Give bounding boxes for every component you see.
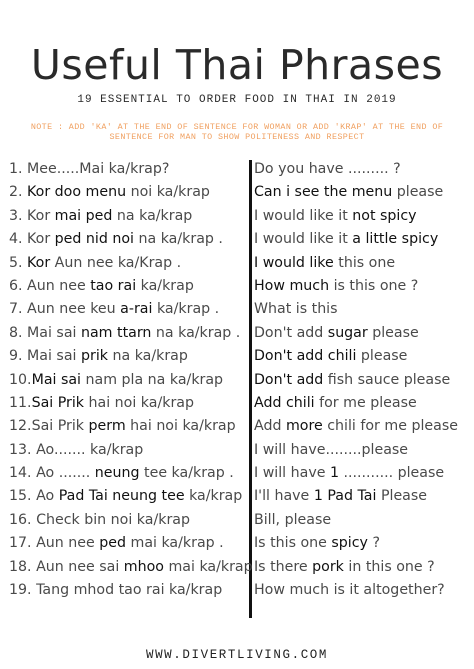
thai-phrase: 4. Kor ped nid noi na ka/krap .: [9, 231, 223, 248]
emphasis-text: Kor: [27, 254, 51, 271]
phrase-row: [0, 392, 474, 415]
emphasis-text: a-rai: [120, 301, 153, 318]
emphasis-text: mai ped: [54, 207, 113, 224]
thai-phrase: 13. Ao....... ka/krap: [9, 441, 144, 458]
english-translation: I will have 1 ........... please: [254, 465, 445, 482]
english-translation: Don't add fish sauce please: [254, 371, 451, 388]
emphasis-text: perm: [88, 418, 126, 435]
emphasis-text: mhoo: [123, 558, 164, 575]
thai-phrase: 1. Mee.....Mai ka/krap?: [9, 161, 170, 177]
english-translation: Add more chili for me please: [254, 418, 458, 435]
thai-phrase: 16. Check bin noi ka/krap: [9, 511, 190, 528]
english-translation: Don't add chili please: [254, 348, 408, 365]
emphasis-text: spicy: [331, 535, 368, 552]
thai-phrase: 17. Aun nee ped mai ka/krap .: [9, 535, 224, 552]
phrase-row: [0, 462, 474, 485]
english-translation: What is this: [254, 301, 338, 318]
emphasis-text: Can i see the menu: [254, 184, 393, 201]
phrase-row: [0, 556, 474, 579]
thai-phrase: 6. Aun nee tao rai ka/krap: [9, 277, 194, 294]
english-translation: Add chili for me please: [254, 394, 417, 411]
thai-phrase: 14. Ao ....... neung tee ka/krap .: [9, 465, 234, 482]
phrase-row: [0, 439, 474, 462]
phrase-row: [0, 228, 474, 251]
page-title: Useful Thai Phrases: [30, 41, 444, 89]
emphasis-text: Add chili: [254, 394, 315, 411]
emphasis-text: pork: [312, 558, 344, 575]
thai-phrase: 12.Sai Prik perm hai noi ka/krap: [9, 418, 236, 435]
emphasis-text: Don't add: [254, 371, 324, 388]
english-translation: I'll have 1 Pad Tai Please: [254, 488, 427, 505]
phrase-row: [0, 252, 474, 275]
emphasis-text: 1 Pad Tai: [313, 488, 377, 505]
phrase-row: [0, 415, 474, 438]
thai-phrase: 3. Kor mai ped na ka/krap: [9, 207, 193, 224]
phrase-row: [0, 275, 474, 298]
thai-phrase: 19. Tang mhod tao rai ka/krap: [9, 582, 223, 599]
emphasis-text: more: [285, 418, 323, 435]
english-translation: Is there pork in this one ?: [254, 558, 435, 575]
english-translation: How much is this one ?: [254, 277, 419, 294]
phrase-row: [0, 369, 474, 392]
phrase-row: [0, 345, 474, 368]
thai-phrase: 15. Ao Pad Tai neung tee ka/krap: [9, 488, 243, 505]
emphasis-text: Mai sai: [31, 371, 81, 388]
english-translation: I will have........please: [254, 441, 409, 458]
phrase-row: [0, 205, 474, 228]
website-footer: WWW.DIVERTLIVING.COM: [145, 648, 329, 662]
emphasis-text: I would like: [254, 254, 334, 271]
english-translation: Don't add sugar please: [254, 324, 419, 341]
emphasis-text: nam ttarn: [80, 324, 152, 341]
phrase-row: [0, 322, 474, 345]
phrase-row: [0, 158, 474, 181]
phrase-row: [0, 579, 474, 602]
english-translation: I would like it not spicy: [254, 207, 417, 224]
phrase-list: [0, 158, 474, 602]
english-translation: Bill, please: [254, 511, 332, 528]
thai-phrase: 18. Aun nee sai mhoo mai ka/krap: [9, 558, 253, 575]
thai-phrase: 2. Kor doo menu noi ka/krap: [9, 184, 210, 201]
thai-phrase: 5. Kor Aun nee ka/Krap .: [9, 254, 182, 271]
english-translation: I would like it a little spicy: [254, 231, 439, 248]
phrase-row: [0, 509, 474, 532]
phrase-row: [0, 181, 474, 204]
emphasis-text: Sai Prik: [31, 394, 85, 411]
emphasis-text: Pad Tai neung tee: [58, 488, 185, 505]
emphasis-text: prik: [80, 348, 108, 365]
emphasis-text: 1: [329, 465, 339, 482]
phrase-row: [0, 298, 474, 321]
english-translation: Can i see the menu please: [254, 184, 444, 201]
emphasis-text: not spicy: [352, 207, 417, 224]
emphasis-text: How much: [254, 277, 330, 294]
emphasis-text: neung: [94, 465, 140, 482]
english-translation: I would like this one: [254, 254, 396, 271]
thai-phrase: 7. Aun nee keu a-rai ka/krap .: [9, 301, 220, 318]
emphasis-text: tao rai: [90, 277, 137, 294]
thai-phrase: 8. Mai sai nam ttarn na ka/krap .: [9, 324, 241, 341]
thai-phrase: 9. Mai sai prik na ka/krap: [9, 348, 188, 365]
emphasis-text: ped: [99, 535, 126, 552]
phrase-row: [0, 485, 474, 508]
emphasis-text: ped nid noi: [54, 231, 134, 248]
phrase-row: [0, 532, 474, 555]
emphasis-text: sugar: [327, 324, 368, 341]
english-translation: How much is it altogether?: [254, 582, 445, 599]
politeness-note: NOTE : ADD 'KA' AT THE END OF SENTENCE FOR WOMAN OR ADD 'KRAP' AT THE END OF SENTENCE FOR MAN TO SHOW POLITENESS AND RESPECT: [30, 122, 444, 142]
emphasis-text: Don't add chili: [254, 348, 357, 365]
page-subtitle: 19 ESSENTIAL TO ORDER FOOD IN THAI IN 2019: [77, 94, 397, 106]
english-translation: Do you have ......... ?: [254, 161, 401, 177]
thai-phrase: 10.Mai sai nam pla na ka/krap: [9, 371, 224, 388]
emphasis-text: a little spicy: [352, 231, 439, 248]
english-translation: Is this one spicy ?: [254, 535, 380, 552]
emphasis-text: Kor doo menu: [27, 184, 127, 201]
thai-phrase: 11.Sai Prik hai noi ka/krap: [9, 394, 194, 411]
